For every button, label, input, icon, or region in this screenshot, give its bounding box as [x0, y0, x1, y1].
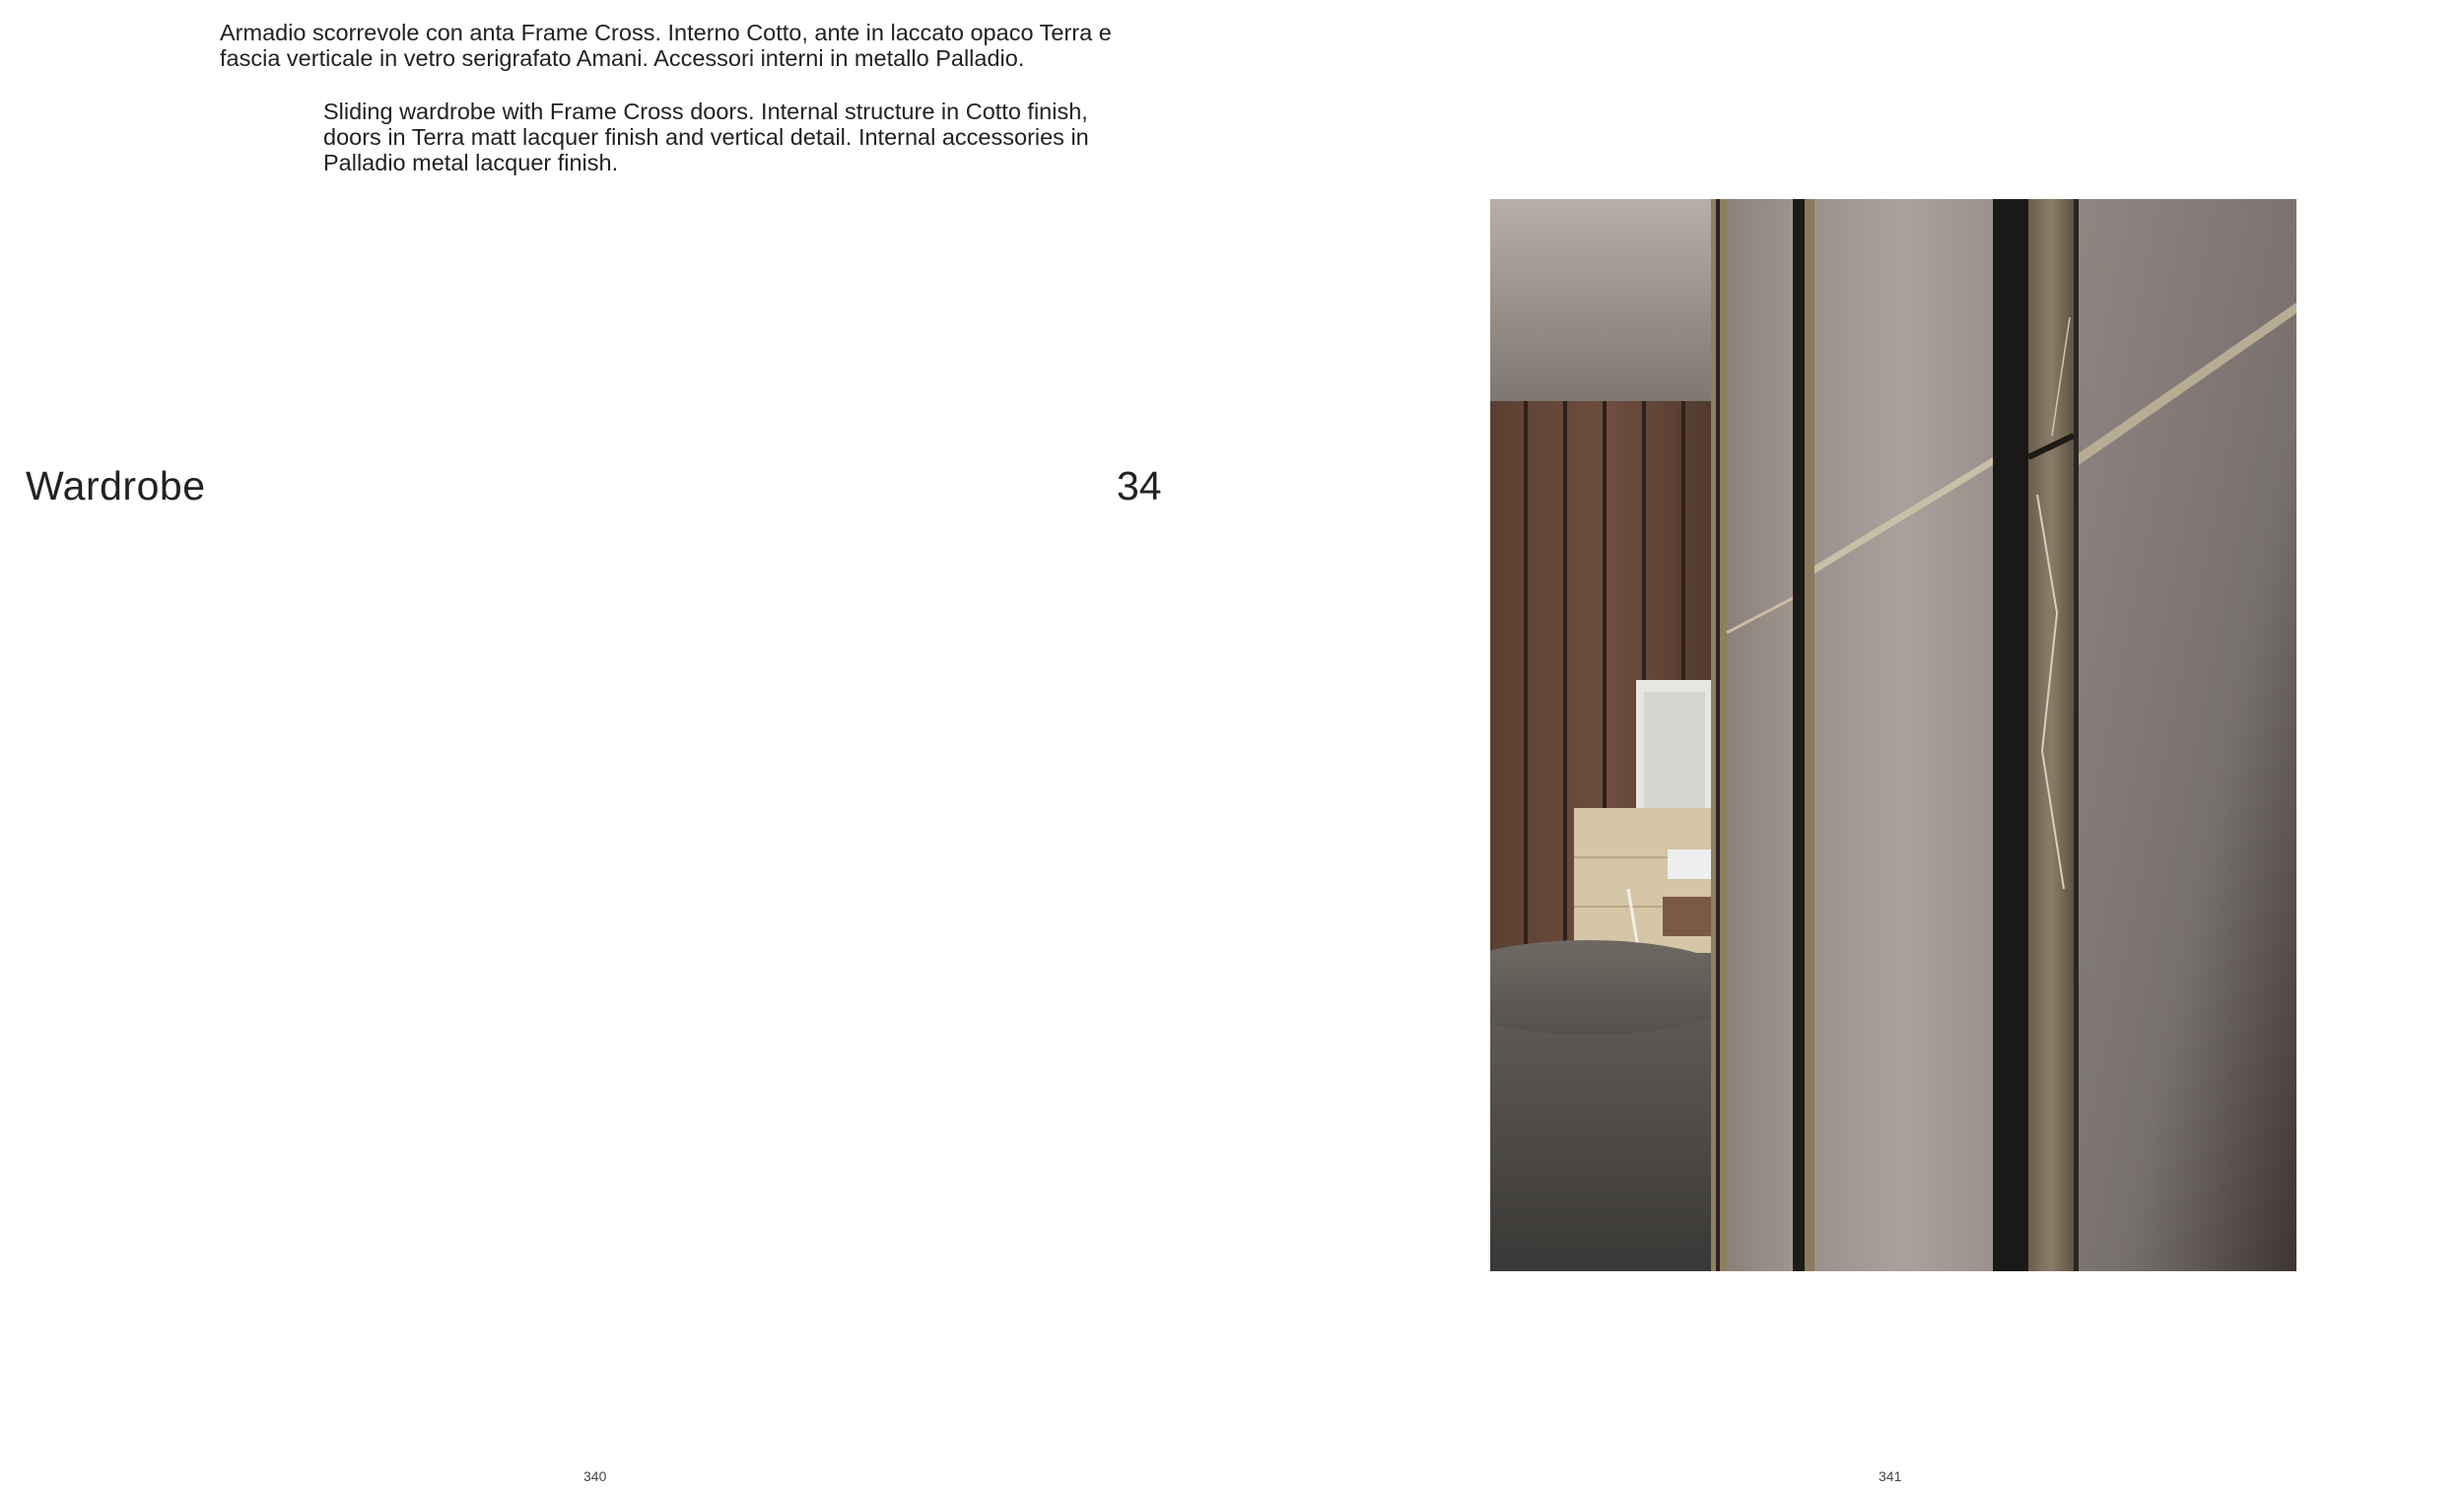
- english-description: Sliding wardrobe with Frame Cross doors. Internal structure in Cotto finish, doors in Terra matt lacquer finish and vertical detail. Internal accessories in Palladio metal lacquer finish.: [323, 99, 1089, 175]
- section-number: 34: [1117, 463, 1162, 508]
- wardrobe-photo: [1490, 199, 2296, 1271]
- page-number-left: 340: [583, 1468, 607, 1484]
- section-title: Wardrobe: [26, 463, 206, 508]
- page-number-right: 341: [1879, 1468, 1902, 1484]
- italian-description: Armadio scorrevole con anta Frame Cross. Interno Cotto, ante in laccato opaco Terra e fascia verticale in vetro serigrafato Amani. Accessori interni in metallo Palladio.: [220, 20, 1112, 71]
